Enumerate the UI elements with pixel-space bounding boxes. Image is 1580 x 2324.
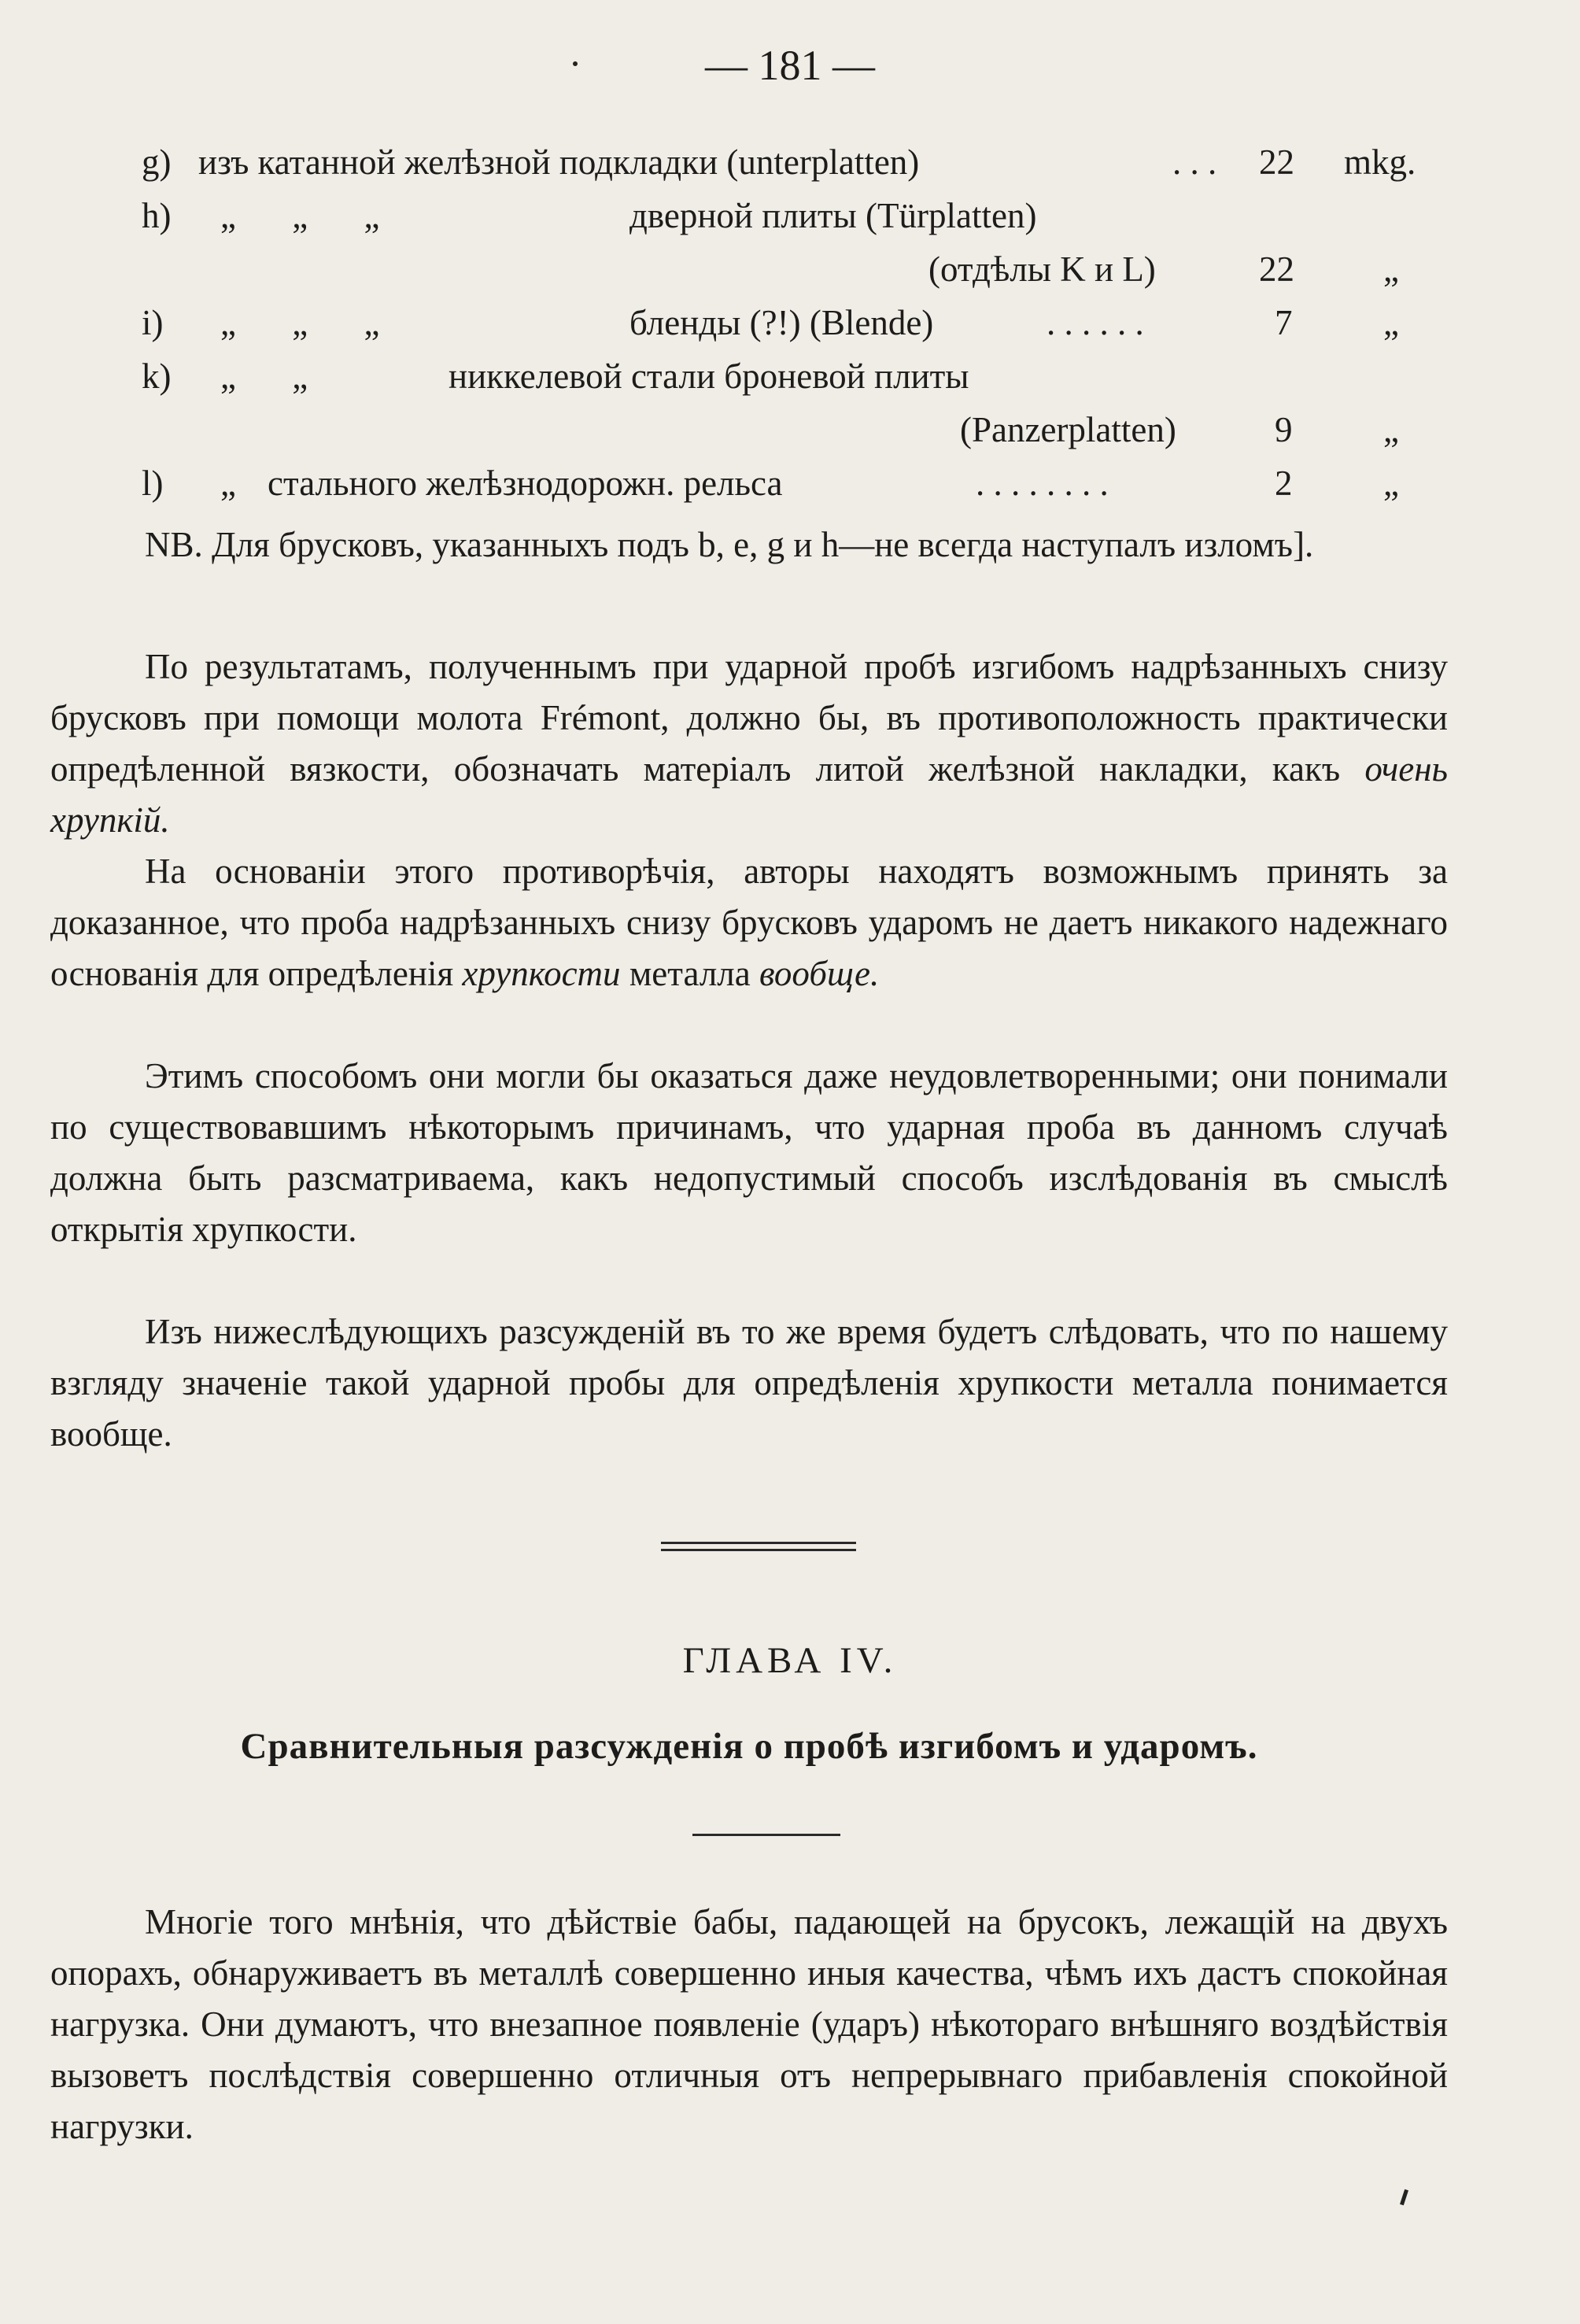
emphasis-text: вообще. bbox=[759, 954, 880, 993]
list-row-k bbox=[142, 356, 1440, 409]
row-value: 2 bbox=[1275, 464, 1293, 503]
nb-note: NB. Для брусковъ, указанныхъ подъ b, e, g и h—не всегда наступалъ изломъ]. bbox=[145, 525, 1314, 564]
row-label: g) bbox=[142, 142, 172, 182]
row-label: h) bbox=[142, 196, 172, 235]
paragraph-text: металла bbox=[629, 954, 751, 993]
row-unit: „ bbox=[1383, 303, 1399, 342]
row-unit: mkg. bbox=[1344, 142, 1416, 182]
row-description: стального желѣзнодорожн. рельса bbox=[268, 464, 783, 503]
section-rule bbox=[661, 1542, 856, 1544]
row-label: i) bbox=[142, 303, 164, 342]
row-ditto-marks: „ bbox=[220, 464, 236, 503]
row-ditto-marks: „ „ „ bbox=[220, 303, 380, 342]
paragraph-text: По результатамъ, полученнымъ при ударной пробѣ изгибомъ надрѣзанныхъ снизу брусковъ при помощи молота Frémont, должно бы, въ противоположность практически опредѣленной вязкости, обозначать матеріалъ литой желѣзной накладки, какъ bbox=[50, 647, 1448, 789]
list-row-h bbox=[142, 195, 1440, 249]
chapter-title: ГЛАВА IV. bbox=[682, 1640, 898, 1681]
row-description: никкелевой стали броневой плиты bbox=[449, 357, 969, 396]
emphasis-text: очень хрупкій. bbox=[50, 749, 1449, 840]
row-value: 7 bbox=[1275, 303, 1293, 342]
row-ditto-marks: „ „ „ bbox=[220, 196, 380, 235]
paragraph bbox=[50, 641, 1448, 846]
row-leader-dots: . . . . . . bbox=[1047, 303, 1144, 342]
row-ditto-marks: „ „ bbox=[220, 357, 308, 396]
list-row-g bbox=[142, 142, 1440, 195]
row-unit: „ bbox=[1383, 249, 1399, 289]
row-description: изъ катанной желѣзной подкладки (unterplatten) bbox=[198, 142, 920, 182]
chapter-heading: Сравнительныя разсужденія о пробѣ изгибомъ и ударомъ. bbox=[240, 1726, 1258, 1767]
paragraph: Изъ нижеслѣдующихъ разсужденій въ то же время будетъ слѣдовать, что по нашему взгляду значеніе такой ударной пробы для опредѣленія хрупкости металла понимается вообще. bbox=[50, 1312, 1448, 1454]
row-description: дверной плиты (Türplatten) bbox=[629, 196, 1037, 235]
section-rule bbox=[661, 1549, 856, 1551]
page-number: — 181 — bbox=[705, 42, 875, 89]
ink-mark bbox=[1400, 2189, 1408, 2206]
row-unit: „ bbox=[1383, 464, 1399, 503]
row-value: 9 bbox=[1275, 410, 1293, 449]
row-value: 22 bbox=[1259, 142, 1294, 182]
list-row-l bbox=[142, 463, 1440, 516]
measurement-list bbox=[142, 142, 1440, 516]
list-row-k-cont bbox=[142, 409, 1440, 463]
paragraph: Этимъ способомъ они могли бы оказаться даже неудовлетворенными; они понимали по существовавшимъ нѣкоторымъ причинамъ, что ударная проба въ данномъ случаѣ должна быть разсматриваема, какъ недопустимый способъ изслѣдованія въ смыслѣ открытія хрупкости. bbox=[50, 1056, 1448, 1249]
row-value: 22 bbox=[1259, 249, 1294, 289]
row-unit: „ bbox=[1383, 410, 1399, 449]
row-description: бленды (?!) (Blende) bbox=[629, 303, 934, 342]
row-description: (отдѣлы K и L) bbox=[928, 249, 1156, 289]
row-leader-dots: . . . . . . . . bbox=[976, 464, 1109, 503]
paragraph: Многіе того мнѣнія, что дѣйствіе бабы, падающей на брусокъ, лежащій на двухъ опорахъ, обнаруживаетъ въ металлѣ совершенно иныя качества, чѣмъ ихъ дастъ спокойная нагрузка. Они думаютъ, что внезапное появленіе (ударъ) нѣкотораго внѣшняго воздѣйствія вызоветъ послѣдствія совершенно отличныя отъ непрерывнаго прибавленія спокойной нагрузки. bbox=[50, 1902, 1448, 2146]
emphasis-text: хрупкости bbox=[462, 954, 621, 993]
paragraph bbox=[50, 846, 1448, 999]
row-label: k) bbox=[142, 357, 172, 396]
row-label: l) bbox=[142, 464, 164, 503]
row-description: (Panzerplatten) bbox=[960, 410, 1176, 449]
row-leader-dots: . . . bbox=[1172, 142, 1217, 182]
list-row-h-cont bbox=[142, 249, 1440, 302]
list-row-i bbox=[142, 302, 1440, 356]
paragraph-text: На основаніи этого противорѣчія, авторы находятъ возможнымъ принять за доказанное, что проба надрѣзанныхъ снизу брусковъ ударомъ не даетъ никакого надежнаго основанія для опредѣленія bbox=[50, 852, 1448, 993]
heading-rule bbox=[692, 1834, 840, 1836]
